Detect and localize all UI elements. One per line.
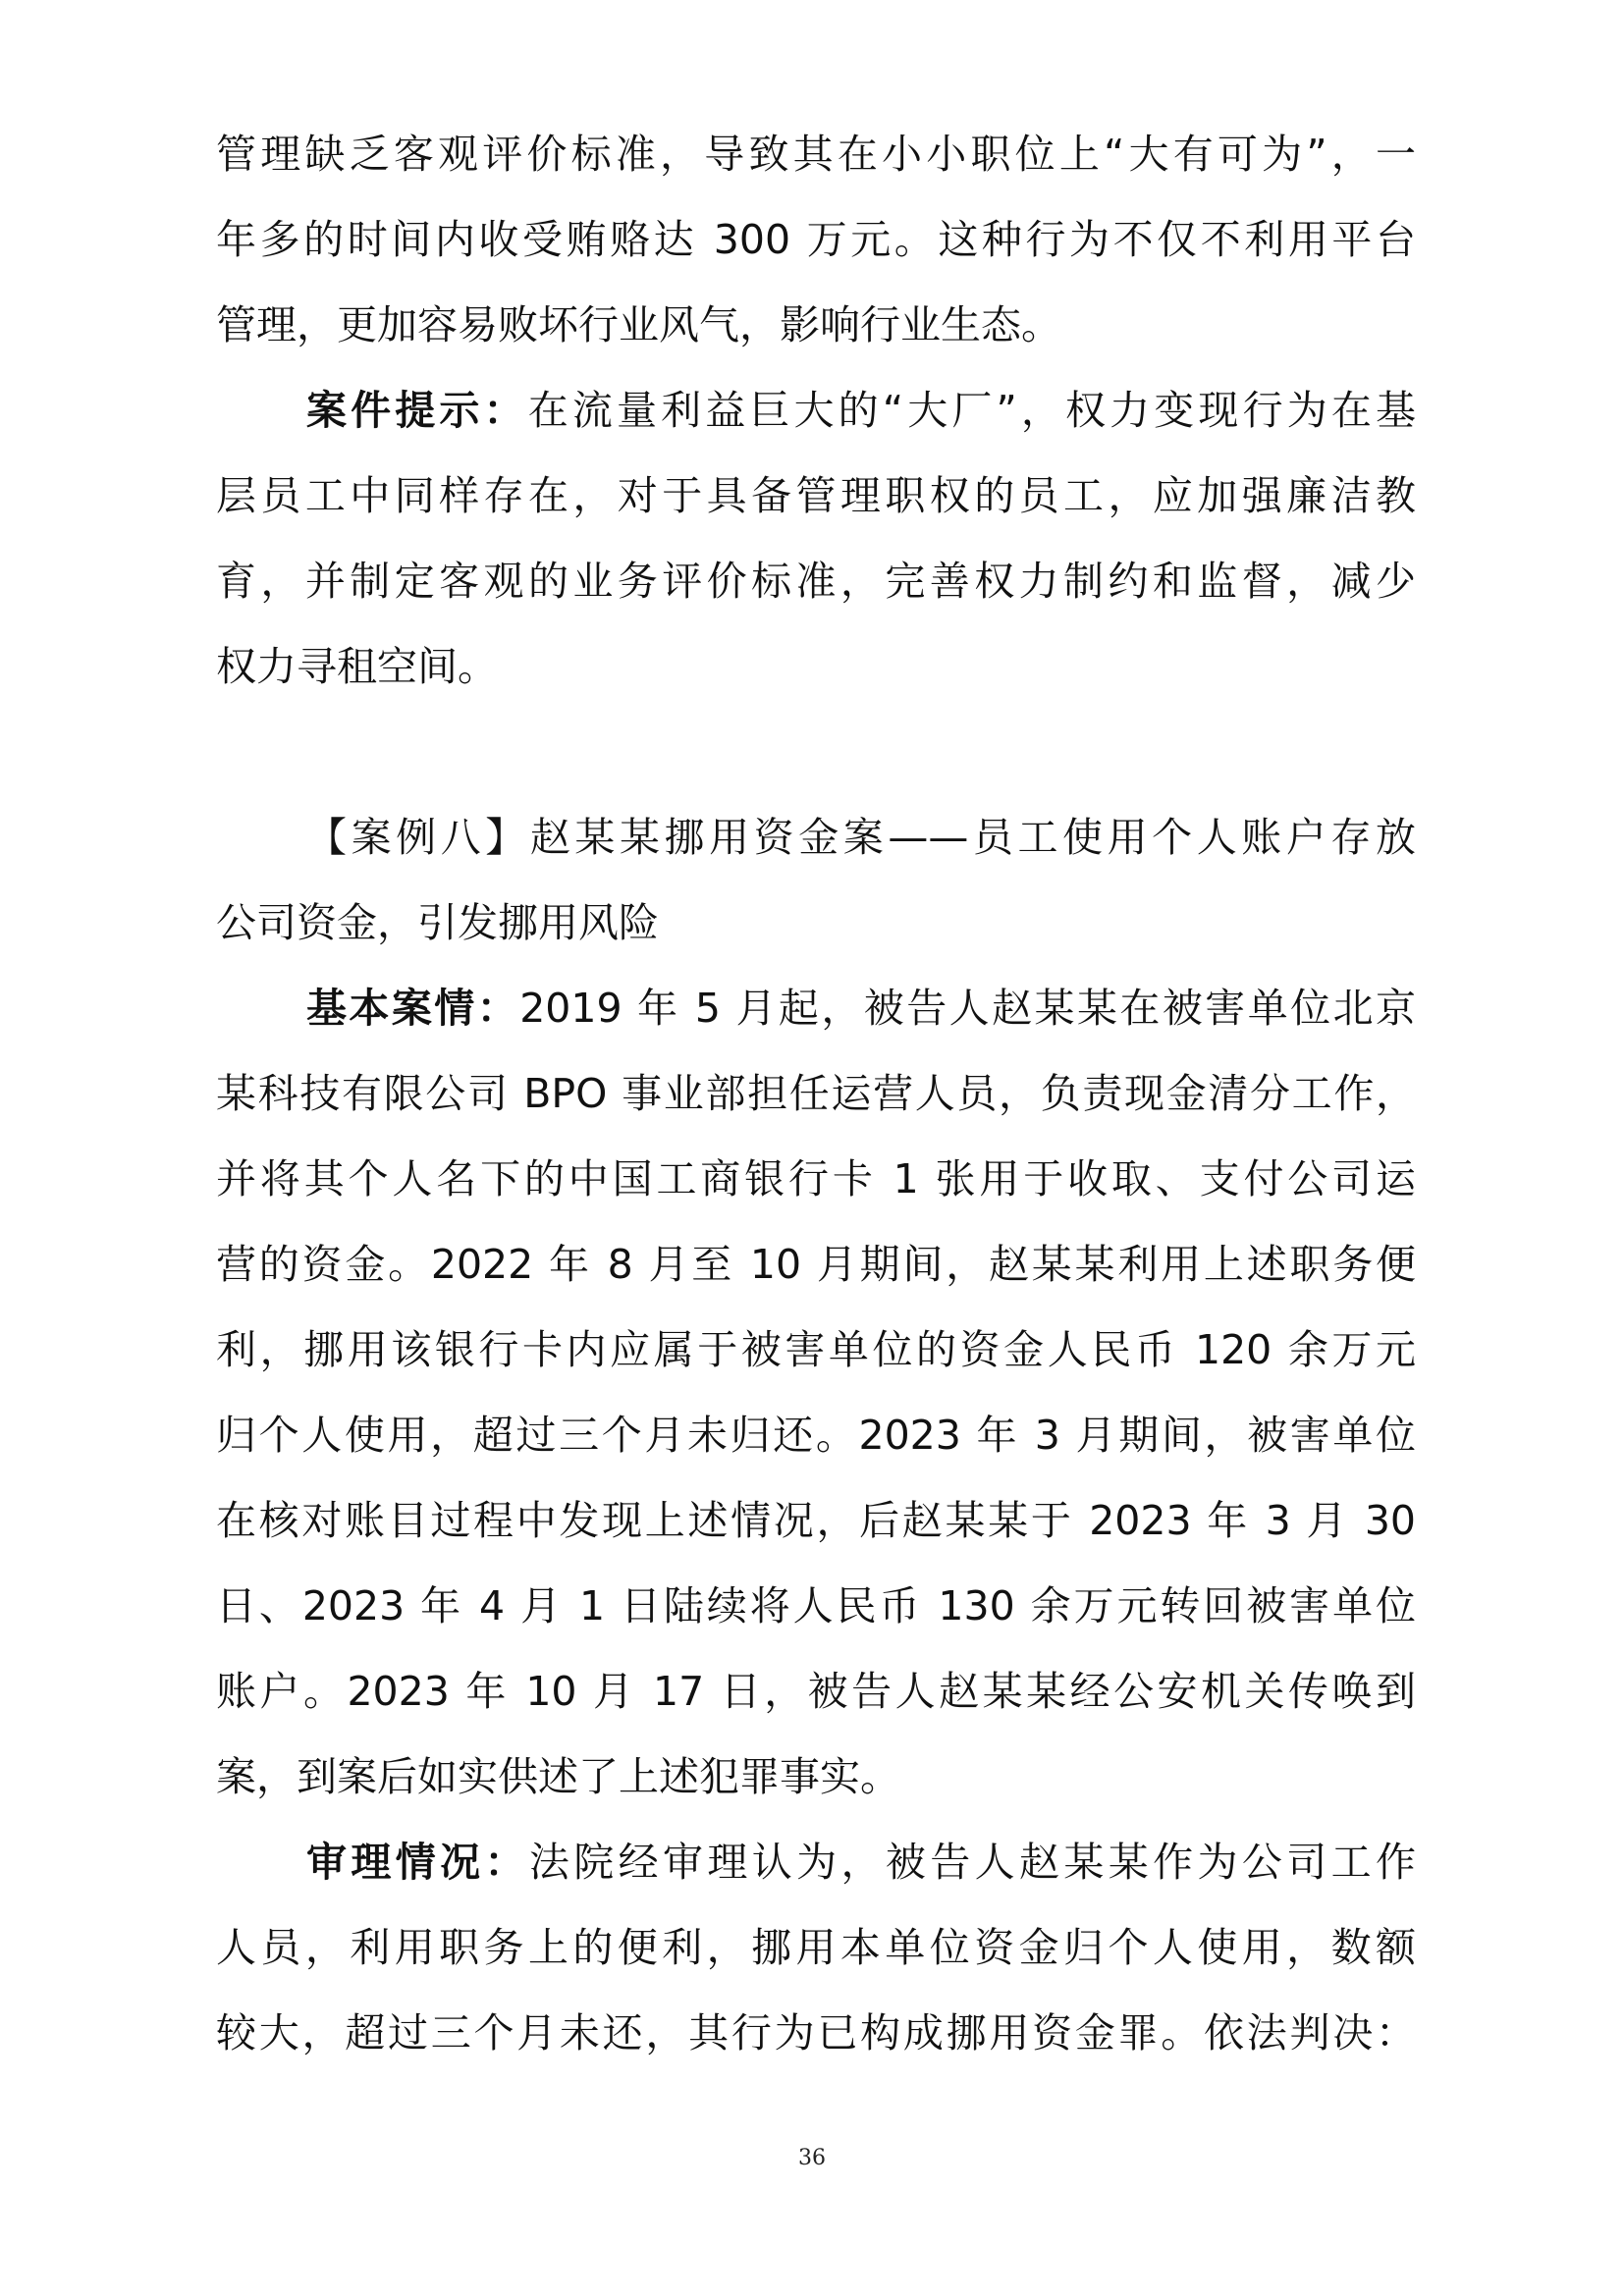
paragraph-line: 人员，利用职务上的便利，挪用本单位资金归个人使用，数额 (216, 1924, 1416, 1971)
paragraph-line: 权力寻租空间。 (216, 643, 498, 690)
basic-facts-paragraph (216, 966, 1416, 1820)
paragraph-line: 归个人使用，超过三个月未归还。2023 年 3 月期间，被害单位 (216, 1412, 1416, 1459)
case-tip-text: 在流量利益巨大的“大厂”，权力变现行为在基 (527, 387, 1416, 434)
paragraph-first-line (216, 966, 1416, 1051)
page-number: 36 (798, 2146, 826, 2170)
paragraph-first-line (216, 368, 1416, 454)
paragraph-line: 在核对账目过程中发现上述情况，后赵某某于 2023 年 3 月 30 (216, 1497, 1416, 1544)
paragraph-line: 日、2023 年 4 月 1 日陆续将人民币 130 余万元转回被害单位 (216, 1582, 1416, 1629)
paragraph-line: 案，到案后如实供述了上述犯罪事实。 (216, 1753, 900, 1800)
page-content (216, 112, 1416, 2076)
paragraph-line: 账户。2023 年 10 月 17 日，被告人赵某某经公安机关传唤到 (216, 1668, 1416, 1715)
trial-label: 审理情况： (306, 1839, 529, 1886)
case-heading (216, 795, 1416, 966)
section-gap (216, 710, 1416, 795)
paragraph-line: 利，挪用该银行卡内应属于被害单位的资金人民币 120 余万元 (216, 1326, 1416, 1373)
basic-facts-label: 基本案情： (306, 985, 520, 1032)
heading-line: 【案例八】赵某某挪用资金案——员工使用个人账户存放 (306, 814, 1416, 861)
paragraph-line: 较大，超过三个月未还，其行为已构成挪用资金罪。依法判决： (216, 2009, 1416, 2056)
paragraph-line: 管理缺乏客观评价标准，导致其在小小职位上“大有可为”，一 (216, 131, 1416, 178)
heading-line: 公司资金，引发挪用风险 (216, 899, 659, 946)
intro-paragraph (216, 112, 1416, 368)
paragraph-line: 营的资金。2022 年 8 月至 10 月期间，赵某某利用上述职务便 (216, 1241, 1416, 1288)
trial-paragraph (216, 1820, 1416, 2076)
paragraph-line: 年多的时间内收受贿赂达 300 万元。这种行为不仅不利用平台 (216, 216, 1416, 263)
paragraph-line: 管理，更加容易败坏行业风气，影响行业生态。 (216, 301, 1061, 348)
paragraph-line: 层员工中同样存在，对于具备管理职权的员工，应加强廉洁教 (216, 472, 1416, 519)
paragraph-line: 育，并制定客观的业务评价标准，完善权力制约和监督，减少 (216, 558, 1416, 605)
paragraph-line: 并将其个人名下的中国工商银行卡 1 张用于收取、支付公司运 (216, 1155, 1416, 1202)
paragraph-first-line (216, 1820, 1416, 1905)
case-tip-paragraph (216, 368, 1416, 710)
paragraph-line: 某科技有限公司 BPO 事业部担任运营人员，负责现金清分工作， (216, 1070, 1416, 1117)
trial-text: 法院经审理认为，被告人赵某某作为公司工作 (528, 1839, 1416, 1886)
case-tip-label: 案件提示： (306, 387, 528, 434)
basic-facts-text: 2019 年 5 月起，被告人赵某某在被害单位北京 (519, 985, 1416, 1032)
